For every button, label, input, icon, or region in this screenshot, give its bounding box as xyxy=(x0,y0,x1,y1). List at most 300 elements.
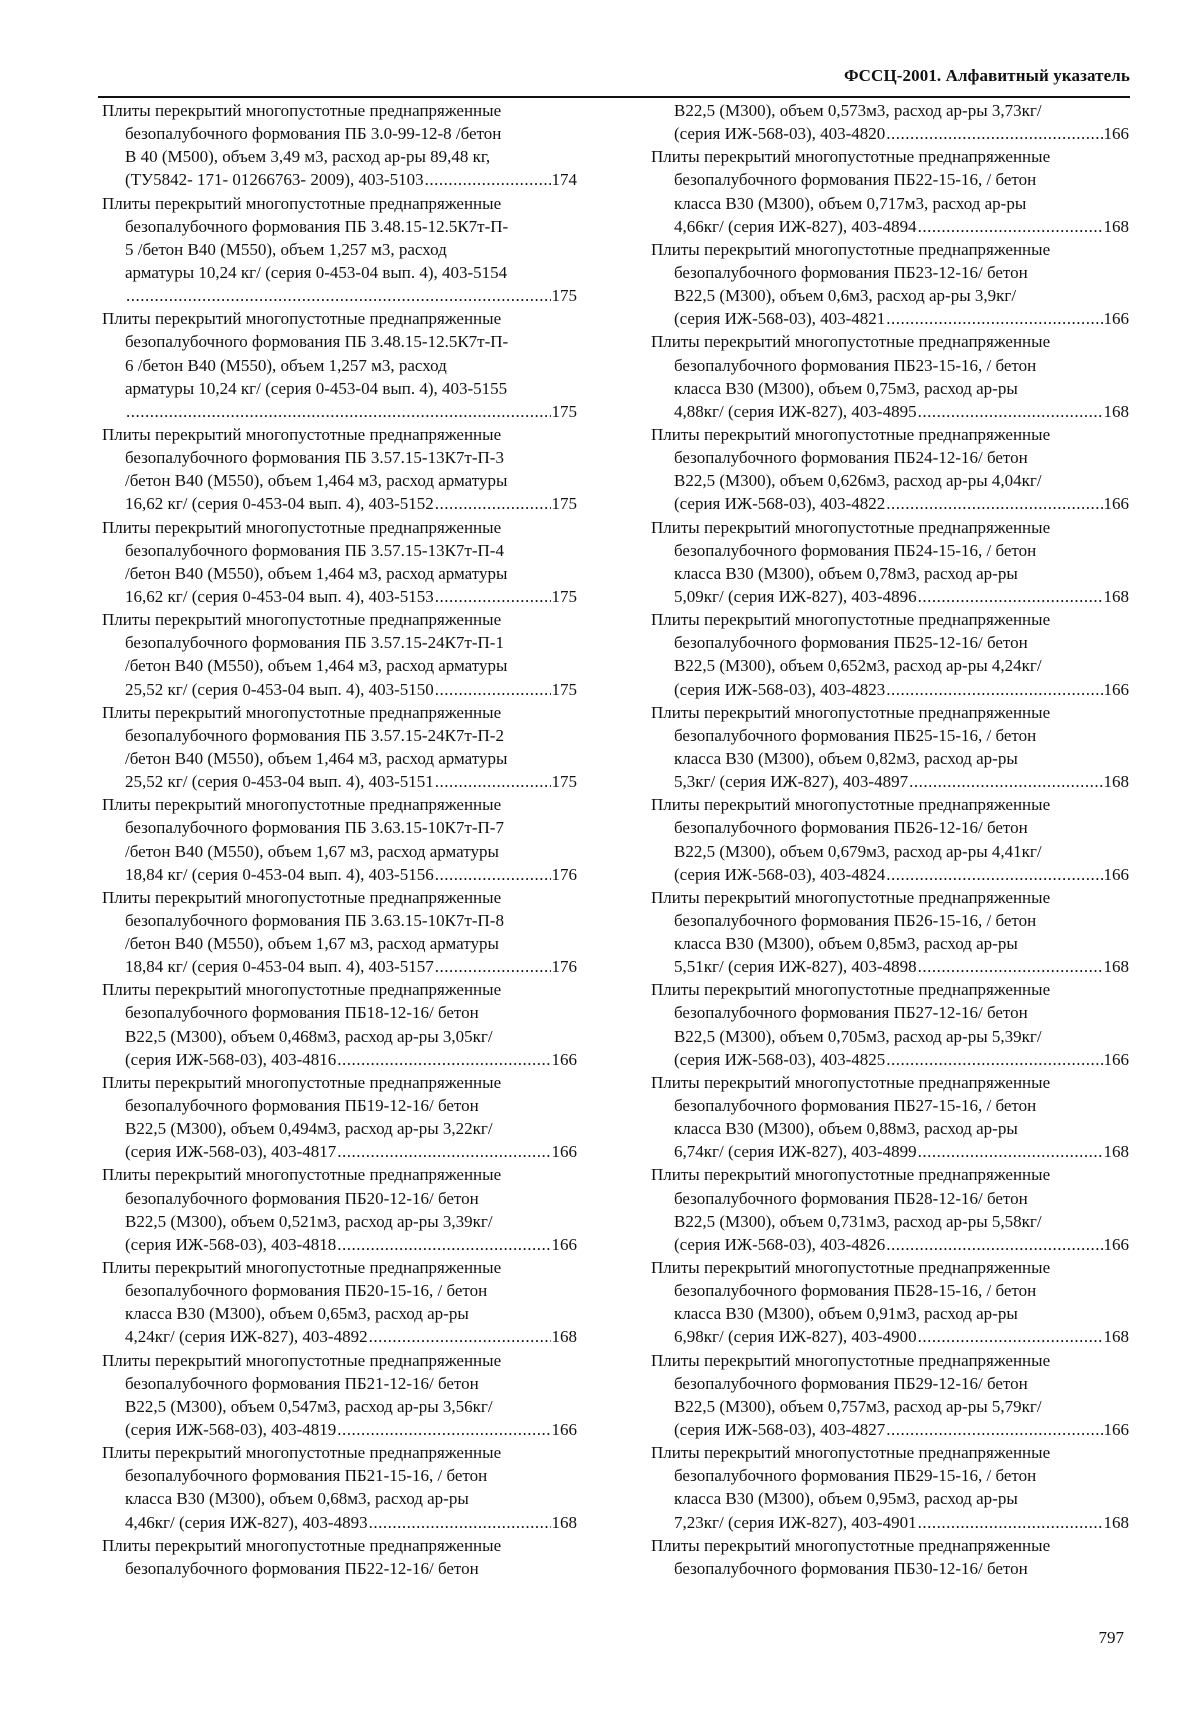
entry-line xyxy=(651,1349,1129,1372)
entry-page-number: 168 xyxy=(1103,1327,1129,1347)
entry-line xyxy=(651,99,1129,122)
entry-line xyxy=(102,585,577,608)
entry-text: Плиты перекрытий многопустотные преднапряженные xyxy=(102,1258,502,1278)
entry-line xyxy=(651,400,1129,423)
entry-line xyxy=(102,678,577,701)
dot-leader xyxy=(369,1511,551,1534)
entry-line xyxy=(651,168,1129,191)
index-entry xyxy=(102,1441,577,1534)
entry-text: (серия ИЖ-568-03), 403-4827 xyxy=(674,1420,886,1440)
entry-line xyxy=(651,1001,1129,1024)
entry-line xyxy=(102,1372,577,1395)
entry-page-number: 175 xyxy=(551,772,577,792)
dot-leader xyxy=(918,585,1103,608)
entry-text: (серия ИЖ-568-03), 403-4824 xyxy=(674,864,886,884)
entry-line xyxy=(102,1441,577,1464)
entry-text: безопалубочного формования ПБ22-15-16, / бетон xyxy=(674,170,1037,190)
entry-line xyxy=(102,1233,577,1256)
dot-leader xyxy=(886,1048,1102,1071)
entry-text: 6 /бетон В40 (М550), объем 1,257 м3, расход xyxy=(125,355,447,375)
entry-line xyxy=(651,562,1129,585)
entry-line xyxy=(651,1395,1129,1418)
entry-text: класса В30 (М300), объем 0,78м3, расход ар-ры xyxy=(674,563,1018,583)
entry-text: 4,66кг/ (серия ИЖ-827), 403-4894 xyxy=(674,216,917,236)
index-entry xyxy=(651,886,1129,979)
entry-text: Плиты перекрытий многопустотные преднапряженные xyxy=(651,1535,1051,1555)
entry-text: безопалубочного формования ПБ29-12-16/ бетон xyxy=(674,1373,1028,1393)
entry-text: 7,23кг/ (серия ИЖ-827), 403-4901 xyxy=(674,1512,917,1532)
entry-text: 18,84 кг/ (серия 0-453-04 вып. 4), 403-5157 xyxy=(125,957,434,977)
entry-text: (ТУ5842- 171- 01266763- 2009), 403-5103 xyxy=(125,170,424,190)
entry-line xyxy=(651,1487,1129,1510)
entry-text: Плиты перекрытий многопустотные преднапряженные xyxy=(102,610,502,630)
entry-page-number: 168 xyxy=(1103,586,1129,606)
entry-text: безопалубочного формования ПБ 3.63.15-10К7т-П-7 xyxy=(125,818,504,838)
entry-line xyxy=(102,1025,577,1048)
entry-line xyxy=(651,1557,1129,1580)
entry-text: (серия ИЖ-568-03), 403-4820 xyxy=(674,124,886,144)
entry-line xyxy=(102,1487,577,1510)
entry-text: Плиты перекрытий многопустотные преднапряженные xyxy=(651,1072,1051,1092)
entry-text: безопалубочного формования ПБ 3.57.15-13К7т-П-3 xyxy=(125,448,504,468)
page-number: 797 xyxy=(1098,1628,1124,1647)
entry-line xyxy=(102,816,577,839)
entry-text: 5,3кг/ (серия ИЖ-827), 403-4897 xyxy=(674,772,909,792)
entry-text: В22,5 (М300), объем 0,573м3, расход ар-ры 3,73кг/ xyxy=(674,101,1042,120)
entry-line xyxy=(651,516,1129,539)
entry-line xyxy=(651,377,1129,400)
entry-text: Плиты перекрытий многопустотные преднапряженные xyxy=(102,193,502,213)
entry-text: класса В30 (М300), объем 0,68м3, расход ар-ры xyxy=(125,1489,469,1509)
entry-text: В22,5 (М300), объем 0,731м3, расход ар-ры 5,58кг/ xyxy=(674,1211,1042,1231)
entry-text: безопалубочного формования ПБ24-15-16, / бетон xyxy=(674,540,1037,560)
running-header: ФССЦ-2001. Алфавитный указатель xyxy=(843,66,1130,85)
dot-leader xyxy=(435,678,551,701)
entry-text: (серия ИЖ-568-03), 403-4822 xyxy=(674,494,886,514)
entry-text: Плиты перекрытий многопустотные преднапряженные xyxy=(651,424,1051,444)
entry-text: безопалубочного формования ПБ21-12-16/ бетон xyxy=(125,1373,479,1393)
index-entry xyxy=(102,1534,577,1580)
index-entry xyxy=(651,330,1129,423)
entry-line xyxy=(102,863,577,886)
entry-line xyxy=(651,1117,1129,1140)
entry-text: безопалубочного формования ПБ 3.57.15-13К7т-П-4 xyxy=(125,540,504,560)
entry-text: безопалубочного формования ПБ 3.57.15-24К7т-П-2 xyxy=(125,725,504,745)
entry-page-number: 166 xyxy=(1103,679,1129,699)
entry-text: безопалубочного формования ПБ 3.63.15-10К7т-П-8 xyxy=(125,910,504,930)
entry-text: безопалубочного формования ПБ20-12-16/ бетон xyxy=(125,1188,479,1208)
entry-text: /бетон В40 (М550), объем 1,464 м3, расход арматуры xyxy=(125,656,508,676)
entry-text: Плиты перекрытий многопустотные преднапряженные xyxy=(102,795,502,815)
entry-text: безопалубочного формования ПБ23-12-16/ бетон xyxy=(674,262,1028,282)
entry-text: 5,09кг/ (серия ИЖ-827), 403-4896 xyxy=(674,586,917,606)
entry-text: безопалубочного формования ПБ23-15-16, / бетон xyxy=(674,355,1037,375)
dot-leader xyxy=(918,215,1103,238)
entry-text: безопалубочного формования ПБ21-15-16, / бетон xyxy=(125,1466,488,1486)
entry-line xyxy=(102,516,577,539)
entry-line xyxy=(651,747,1129,770)
entry-text: 5,51кг/ (серия ИЖ-827), 403-4898 xyxy=(674,957,917,977)
entry-text: (серия ИЖ-568-03), 403-4823 xyxy=(674,679,886,699)
entry-text: Плиты перекрытий многопустотные преднапряженные xyxy=(102,1072,502,1092)
entry-text: 6,74кг/ (серия ИЖ-827), 403-4899 xyxy=(674,1142,917,1162)
entry-line xyxy=(651,1094,1129,1117)
entry-text: 4,88кг/ (серия ИЖ-827), 403-4895 xyxy=(674,401,917,421)
entry-line xyxy=(651,307,1129,330)
index-entry xyxy=(651,701,1129,794)
entry-page-number: 166 xyxy=(551,1234,577,1254)
entry-text: безопалубочного формования ПБ27-15-16, / бетон xyxy=(674,1096,1037,1116)
entry-line xyxy=(651,1163,1129,1186)
entry-line xyxy=(102,1534,577,1557)
entry-text: Плиты перекрытий многопустотные преднапряженные xyxy=(651,239,1051,259)
entry-text: Плиты перекрытий многопустотные преднапряженные xyxy=(651,1165,1051,1185)
index-entry xyxy=(102,886,577,979)
entry-line xyxy=(102,284,577,307)
entry-line xyxy=(651,215,1129,238)
entry-text: (серия ИЖ-568-03), 403-4825 xyxy=(674,1049,886,1069)
dot-leader xyxy=(435,492,551,515)
entry-text: Плиты перекрытий многопустотные преднапряженные xyxy=(102,1535,502,1555)
entry-line xyxy=(102,747,577,770)
entry-line xyxy=(102,1210,577,1233)
entry-line xyxy=(102,909,577,932)
dot-leader xyxy=(909,770,1102,793)
entry-line xyxy=(651,423,1129,446)
index-column-right xyxy=(651,99,1129,1580)
index-entry xyxy=(102,608,577,701)
entry-line xyxy=(102,1071,577,1094)
entry-text: Плиты перекрытий многопустотные преднапряженные xyxy=(102,702,502,722)
entry-page-number: 175 xyxy=(551,586,577,606)
entry-line xyxy=(102,1349,577,1372)
entry-page-number: 166 xyxy=(551,1142,577,1162)
entry-line xyxy=(102,215,577,238)
entry-line xyxy=(651,1048,1129,1071)
entry-text: безопалубочного формования ПБ22-12-16/ бетон xyxy=(125,1558,479,1578)
index-entry xyxy=(102,701,577,794)
entry-line xyxy=(651,585,1129,608)
entry-line xyxy=(102,1256,577,1279)
entry-text: безопалубочного формования ПБ 3.57.15-24К7т-П-1 xyxy=(125,633,504,653)
entry-line xyxy=(102,377,577,400)
entry-line xyxy=(102,840,577,863)
entry-page-number: 168 xyxy=(1103,216,1129,236)
entry-page-number: 166 xyxy=(551,1049,577,1069)
entry-text: безопалубочного формования ПБ 3.48.15-12.5К7т-П- xyxy=(125,216,509,236)
index-entry xyxy=(102,1349,577,1442)
entry-text: Плиты перекрытий многопустотные преднапряженные xyxy=(651,795,1051,815)
entry-line xyxy=(651,330,1129,353)
entry-text: безопалубочного формования ПБ25-15-16, / бетон xyxy=(674,725,1037,745)
index-entry xyxy=(651,978,1129,1071)
entry-page-number: 166 xyxy=(1103,1420,1129,1440)
entry-text: В22,5 (М300), объем 0,521м3, расход ар-ры 3,39кг/ xyxy=(125,1211,493,1231)
entry-line xyxy=(102,1325,577,1348)
entry-line xyxy=(651,1025,1129,1048)
index-entry xyxy=(651,1256,1129,1349)
entry-line xyxy=(102,978,577,1001)
entry-line xyxy=(102,400,577,423)
entry-text: (серия ИЖ-568-03), 403-4817 xyxy=(125,1142,337,1162)
entry-text: В22,5 (М300), объем 0,6м3, расход ар-ры 3,9кг/ xyxy=(674,286,1017,306)
entry-text: 25,52 кг/ (серия 0-453-04 вып. 4), 403-5151 xyxy=(125,772,434,792)
entry-text: (серия ИЖ-568-03), 403-4816 xyxy=(125,1049,337,1069)
entry-line xyxy=(651,1233,1129,1256)
entry-line xyxy=(651,1071,1129,1094)
entry-page-number: 166 xyxy=(1103,494,1129,514)
entry-page-number: 175 xyxy=(551,679,577,699)
entry-line xyxy=(102,1187,577,1210)
entry-line xyxy=(102,1094,577,1117)
entry-text: В22,5 (М300), объем 0,679м3, расход ар-ры 4,41кг/ xyxy=(674,841,1042,861)
entry-text: безопалубочного формования ПБ24-12-16/ бетон xyxy=(674,448,1028,468)
entry-line xyxy=(102,192,577,215)
entry-line xyxy=(102,724,577,747)
dot-leader xyxy=(337,1048,550,1071)
entry-text: Плиты перекрытий многопустотные преднапряженные xyxy=(102,887,502,907)
dot-leader xyxy=(886,122,1102,145)
index-entry xyxy=(651,99,1129,145)
index-entry xyxy=(102,99,577,192)
entry-line xyxy=(102,1418,577,1441)
entry-text: Плиты перекрытий многопустотные преднапряженные xyxy=(651,147,1051,167)
dot-leader xyxy=(886,863,1102,886)
entry-line xyxy=(651,145,1129,168)
entry-line xyxy=(102,886,577,909)
entry-text: /бетон В40 (М550), объем 1,464 м3, расход арматуры xyxy=(125,748,508,768)
entry-line xyxy=(651,1187,1129,1210)
entry-line xyxy=(651,909,1129,932)
dot-leader xyxy=(435,955,551,978)
entry-line xyxy=(651,840,1129,863)
entry-page-number: 168 xyxy=(1103,1512,1129,1532)
entry-text: В 40 (М500), объем 3,49 м3, расход ар-ры 89,48 кг, xyxy=(125,147,491,167)
dot-leader xyxy=(886,678,1102,701)
entry-line xyxy=(651,678,1129,701)
entry-text: 4,24кг/ (серия ИЖ-827), 403-4892 xyxy=(125,1327,368,1347)
entry-text: Плиты перекрытий многопустотные преднапряженные xyxy=(102,1165,502,1185)
entry-line xyxy=(102,793,577,816)
entry-line xyxy=(102,423,577,446)
dot-leader xyxy=(918,955,1103,978)
index-entry xyxy=(651,1534,1129,1580)
entry-page-number: 174 xyxy=(551,170,577,190)
dot-leader xyxy=(337,1140,550,1163)
entry-line xyxy=(102,701,577,724)
index-column-left xyxy=(102,99,577,1580)
entry-line xyxy=(102,492,577,515)
index-entry xyxy=(102,1163,577,1256)
entry-text: Плиты перекрытий многопустотные преднапряженные xyxy=(102,980,502,1000)
entry-line xyxy=(651,1140,1129,1163)
entry-text: /бетон В40 (М550), объем 1,464 м3, расход арматуры xyxy=(125,471,508,491)
dot-leader xyxy=(886,492,1102,515)
entry-text: В22,5 (М300), объем 0,468м3, расход ар-ры 3,05кг/ xyxy=(125,1026,493,1046)
entry-text: Плиты перекрытий многопустотные преднапряженные xyxy=(102,1443,502,1463)
index-entry xyxy=(102,1256,577,1349)
entry-line xyxy=(651,955,1129,978)
entry-text: /бетон В40 (М550), объем 1,464 м3, расход арматуры xyxy=(125,563,508,583)
dot-leader xyxy=(126,284,551,307)
entry-line xyxy=(102,1557,577,1580)
entry-text: безопалубочного формования ПБ26-15-16, / бетон xyxy=(674,910,1037,930)
entry-line xyxy=(651,978,1129,1001)
entry-page-number: 175 xyxy=(551,286,577,306)
entry-page-number: 175 xyxy=(551,401,577,421)
entry-line xyxy=(102,330,577,353)
entry-text: Плиты перекрытий многопустотные преднапряженные xyxy=(651,517,1051,537)
entry-page-number: 166 xyxy=(1103,1049,1129,1069)
entry-text: /бетон В40 (М550), объем 1,67 м3, расход арматуры xyxy=(125,934,499,954)
entry-text: класса В30 (М300), объем 0,82м3, расход ар-ры xyxy=(674,748,1018,768)
entry-line xyxy=(651,770,1129,793)
entry-line xyxy=(651,1418,1129,1441)
entry-line xyxy=(102,1464,577,1487)
entry-text: Плиты перекрытий многопустотные преднапряженные xyxy=(651,332,1051,352)
dot-leader xyxy=(886,307,1102,330)
entry-text: класса В30 (М300), объем 0,88м3, расход ар-ры xyxy=(674,1119,1018,1139)
entry-text: арматуры 10,24 кг/ (серия 0-453-04 вып. 4), 403-5155 xyxy=(125,378,508,398)
dot-leader xyxy=(918,400,1103,423)
index-entry xyxy=(651,608,1129,701)
entry-line xyxy=(651,192,1129,215)
entry-text: класса В30 (М300), объем 0,85м3, расход ар-ры xyxy=(674,934,1018,954)
entry-line xyxy=(102,446,577,469)
entry-line xyxy=(102,932,577,955)
index-entry xyxy=(102,1071,577,1164)
entry-text: В22,5 (М300), объем 0,494м3, расход ар-ры 3,22кг/ xyxy=(125,1119,493,1139)
index-entry xyxy=(651,145,1129,238)
entry-line xyxy=(651,446,1129,469)
entry-line xyxy=(651,539,1129,562)
entry-line xyxy=(102,539,577,562)
entry-line xyxy=(102,238,577,261)
entry-line xyxy=(651,932,1129,955)
entry-page-number: 166 xyxy=(1103,1234,1129,1254)
entry-line xyxy=(651,886,1129,909)
entry-line xyxy=(102,1117,577,1140)
entry-text: Плиты перекрытий многопустотные преднапряженные xyxy=(102,101,502,120)
dot-leader xyxy=(126,400,551,423)
dot-leader xyxy=(886,1233,1102,1256)
entry-page-number: 175 xyxy=(551,494,577,514)
entry-line xyxy=(102,1048,577,1071)
entry-line xyxy=(651,469,1129,492)
entry-text: класса В30 (М300), объем 0,91м3, расход ар-ры xyxy=(674,1304,1018,1324)
entry-text: класса В30 (М300), объем 0,95м3, расход ар-ры xyxy=(674,1489,1018,1509)
entry-text: (серия ИЖ-568-03), 403-4818 xyxy=(125,1234,337,1254)
index-entry xyxy=(102,307,577,423)
entry-line xyxy=(651,1302,1129,1325)
entry-line xyxy=(102,1163,577,1186)
index-entry xyxy=(651,793,1129,886)
entry-line xyxy=(102,631,577,654)
entry-line xyxy=(102,562,577,585)
entry-page-number: 166 xyxy=(1103,864,1129,884)
entry-text: безопалубочного формования ПБ 3.0-99-12-8 /бетон xyxy=(125,124,502,144)
entry-text: Плиты перекрытий многопустотные преднапряженные xyxy=(651,1258,1051,1278)
entry-line xyxy=(651,1534,1129,1557)
entry-text: 5 /бетон В40 (М550), объем 1,257 м3, расход xyxy=(125,239,447,259)
entry-line xyxy=(102,1279,577,1302)
dot-leader xyxy=(337,1418,550,1441)
entry-text: (серия ИЖ-568-03), 403-4821 xyxy=(674,309,886,329)
dot-leader xyxy=(886,1418,1102,1441)
entry-text: Плиты перекрытий многопустотные преднапряженные xyxy=(651,980,1051,1000)
entry-text: безопалубочного формования ПБ19-12-16/ бетон xyxy=(125,1096,479,1116)
entry-line xyxy=(102,354,577,377)
dot-leader xyxy=(918,1511,1103,1534)
entry-page-number: 166 xyxy=(1103,309,1129,329)
entry-text: Плиты перекрытий многопустотные преднапряженные xyxy=(102,1350,502,1370)
entry-page-number: 168 xyxy=(1103,1142,1129,1162)
index-entry xyxy=(651,1349,1129,1442)
entry-text: Плиты перекрытий многопустотные преднапряженные xyxy=(651,887,1051,907)
entry-text: Плиты перекрытий многопустотные преднапряженные xyxy=(102,424,502,444)
entry-line xyxy=(102,1140,577,1163)
entry-page-number: 168 xyxy=(1103,401,1129,421)
entry-line xyxy=(651,631,1129,654)
entry-page-number: 166 xyxy=(551,1420,577,1440)
entry-line xyxy=(102,955,577,978)
entry-line xyxy=(651,122,1129,145)
dot-leader xyxy=(435,585,551,608)
entry-text: безопалубочного формования ПБ27-12-16/ бетон xyxy=(674,1003,1028,1023)
entry-page-number: 168 xyxy=(1103,957,1129,977)
index-entry xyxy=(102,423,577,516)
entry-text: безопалубочного формования ПБ25-12-16/ бетон xyxy=(674,633,1028,653)
entry-line xyxy=(651,724,1129,747)
index-entry xyxy=(651,1163,1129,1256)
entry-text: Плиты перекрытий многопустотные преднапряженные xyxy=(102,309,502,329)
entry-text: 18,84 кг/ (серия 0-453-04 вып. 4), 403-5156 xyxy=(125,864,434,884)
entry-text: В22,5 (М300), объем 0,757м3, расход ар-ры 5,79кг/ xyxy=(674,1396,1042,1416)
entry-text: класса В30 (М300), объем 0,717м3, расход ар-ры xyxy=(674,193,1027,213)
entry-page-number: 176 xyxy=(551,957,577,977)
entry-line xyxy=(651,816,1129,839)
index-entry xyxy=(651,516,1129,609)
entry-line xyxy=(651,863,1129,886)
entry-line xyxy=(651,354,1129,377)
entry-text: безопалубочного формования ПБ28-12-16/ бетон xyxy=(674,1188,1028,1208)
entry-line xyxy=(102,122,577,145)
entry-text: 4,46кг/ (серия ИЖ-827), 403-4893 xyxy=(125,1512,368,1532)
entry-line xyxy=(102,1001,577,1024)
entry-text: безопалубочного формования ПБ20-15-16, / бетон xyxy=(125,1281,488,1301)
index-entry xyxy=(651,423,1129,516)
entry-line xyxy=(651,1325,1129,1348)
entry-line xyxy=(102,608,577,631)
entry-page-number: 168 xyxy=(551,1327,577,1347)
entry-text: безопалубочного формования ПБ29-15-16, / бетон xyxy=(674,1466,1037,1486)
entry-page-number: 166 xyxy=(1103,124,1129,144)
dot-leader xyxy=(918,1140,1103,1163)
entry-line xyxy=(102,654,577,677)
entry-line xyxy=(651,492,1129,515)
index-entry xyxy=(102,516,577,609)
dot-leader xyxy=(435,863,551,886)
entry-text: Плиты перекрытий многопустотные преднапряженные xyxy=(651,1350,1051,1370)
entry-page-number: 168 xyxy=(551,1512,577,1532)
entry-line xyxy=(651,1279,1129,1302)
dot-leader xyxy=(369,1325,551,1348)
entry-line xyxy=(102,261,577,284)
entry-text: В22,5 (М300), объем 0,705м3, расход ар-ры 5,39кг/ xyxy=(674,1026,1042,1046)
entry-line xyxy=(651,1464,1129,1487)
entry-line xyxy=(651,238,1129,261)
entry-text: (серия ИЖ-568-03), 403-4826 xyxy=(674,1234,886,1254)
